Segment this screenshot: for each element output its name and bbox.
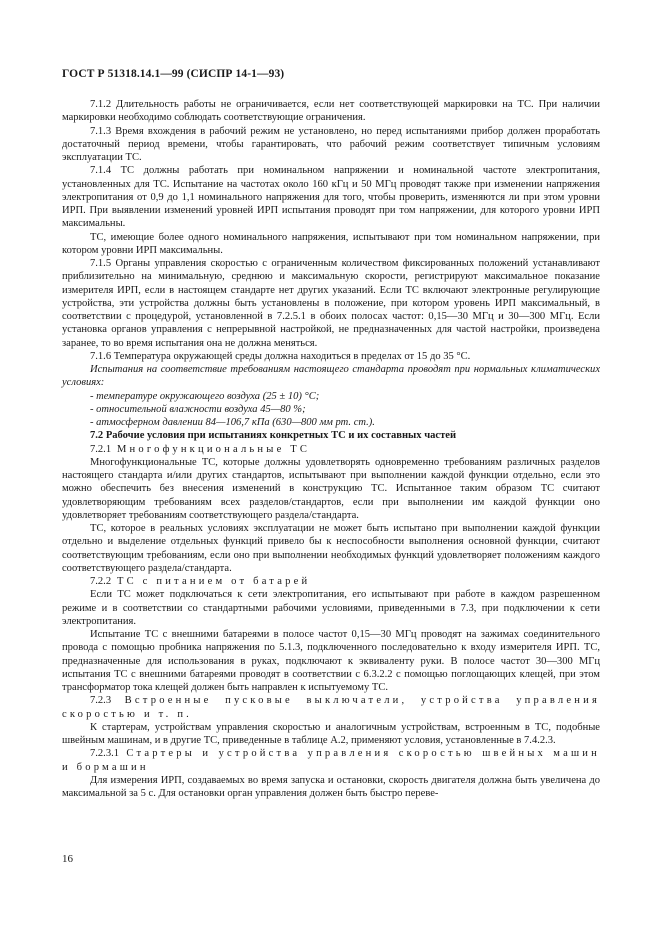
condition-temperature: - температуре окружающего воздуха (25 ± 10) °С;: [90, 390, 320, 402]
section-7-2-1-number: 7.2.1: [90, 443, 112, 455]
page-header-standard-code: ГОСТ Р 51318.14.1—99 (СИСПР 14-1—93): [62, 68, 285, 80]
section-7-2-3-1-number: 7.2.3.1: [90, 748, 120, 760]
section-7-2-3-1-title: Стартеры и устройства управления скоростью швейных машин и бормашин: [62, 748, 600, 773]
paragraph-7-1-2: 7.1.2 Длительность работы не ограничивается, если нет соответствующей маркировки на ТС. При наличии маркировки необходимо соблюдать соответствующие ограничения.: [62, 99, 600, 124]
conditions-intro: Испытания на соответствие требованиям настоящего стандарта проводят при нормальных климатических условиях:: [62, 364, 600, 389]
paragraph-7-1-4-cont: ТС, имеющие более одного номинального напряжения, испытывают при том номинальном напряжении, при котором уровни ИРП максимальны.: [62, 231, 600, 256]
section-7-2-2-heading: [62, 575, 600, 588]
paragraph-7-2-1-a: Многофункциональные ТС, которые должны удовлетворять одновременно требованиям различных разделов настоящего стандарта и/или других стандартов, испытывают при выполнении каждой функции отдельно, если это можно обеспечить без внесения изменений в конструкцию ТС. Испытанное таким образом ТС считают удовлетворяющим требованиям всех разделов/стандартов, если при выполнении им каждой функции оно удовлетворяет требованиям соответствующего раздела/стандарта.: [62, 456, 600, 521]
paragraph-7-2-3-1: Для измерения ИРП, создаваемых во время запуска и остановки, скорость двигателя должна быть увеличена до максимальной за 5 с. Для остановки орган управления должен быть быстро переве-: [62, 774, 600, 799]
section-7-2-2-title: ТС с питанием от батарей: [116, 576, 311, 587]
paragraph-7-2-2-a: Если ТС может подключаться к сети электропитания, его испытывают при работе в каждом разрешенном режиме и в соответствии со стандартными рабочими условиями, приведенными в 7.3, при подключении к сети электропитания.: [62, 589, 600, 627]
paragraph-7-1-6: 7.1.6 Температура окружающей среды должна находиться в пределах от 15 до 35 °С.: [90, 350, 471, 362]
paragraph-7-2-1-b: ТС, которое в реальных условиях эксплуатации не может быть испытано при выполнении каждой функции отдельно и выделение отдельных функций привело бы к неспособности выполнения основной функции, считают соответствующим требованиям, если оно при выполнении необходимых функций удовлетворяет положениям каждого соответствующего раздела/стандарта.: [62, 523, 600, 574]
section-7-2-2-number: 7.2.2: [90, 576, 112, 587]
paragraph-7-2-2-b: Испытание ТС с внешними батареями в полосе частот 0,15—30 МГц проводят на зажимах соединительного провода с помощью пробника напряжения по 5.1.3, подключенного последовательно к входу измерителя ИРП. ТС, предназначенные для использования в руках, подключают к эквиваленту руки. В полосе частот 30—300 МГц испытания ТС с внешними батареями проводят в соответствии с 6.3.2.2 с помощью поглощающих клещей, при этом трансформатор тока клещей должен быть направлен к испытуемому ТС.: [62, 629, 600, 693]
section-7-2-1-title: Многофункциональные ТС: [116, 443, 311, 455]
condition-pressure: - атмосферном давлении 84—106,7 кПа (630—800 мм рт. ст.).: [90, 417, 375, 428]
section-7-2-3-1-heading: [62, 747, 600, 774]
page-number: 16: [62, 853, 73, 865]
condition-humidity: - относительной влажности воздуха 45—80 %;: [90, 403, 306, 415]
paragraph-7-1-5: 7.1.5 Органы управления скоростью с ограниченным количеством фиксированных положений устанавливают приблизительно на минимальную, среднюю и максимальную скорости, регистрируют максимальное показание измерителя ИРП, если в настоящем стандарте нет других указаний. Если ТС включают электронные регулирующие устройства, эти устройства должны быть установлены в положение, при котором уровень ИРП максимальный, в соответствии с процедурой, установленной в 7.2.5.1 в обоих полосах частот: 0,15—30 МГц и 30—300 МГц. Если установка органов управления с непрерывной настройкой, не предназначенных для частой настройки, произведена заранее, то во время испытания она не должна меняться.: [62, 258, 600, 349]
section-7-2-3-number: 7.2.3: [90, 695, 112, 707]
section-7-2-1-heading: [62, 443, 600, 456]
paragraph-7-1-4: 7.1.4 ТС должны работать при номинальном напряжении и номинальной частоте электропитания, установленных для ТС. Испытание на частотах около 160 кГц и 50 МГц проводят также при изменении напряжения электропитания от 0,9 до 1,1 номинального напряжения для того, чтобы проверить, изменяются ли при этом уровни ИРП. При выявлении изменений уровней ИРП испытания проводят при том напряжении, для которого уровни ИРП максимальны.: [62, 165, 600, 230]
section-7-2-3-title: Встроенные пусковые выключатели, устройства управления скоростью и т. п.: [62, 695, 600, 720]
paragraph-7-2-3: К стартерам, устройствам управления скоростью и аналогичным устройствам, встроенным в ТС, подобные швейным машинам, и в другие ТС, приведенные в таблице А.2, применяют условия, установленные в 7.4.2.3.: [62, 721, 600, 746]
section-7-2-3-heading: [62, 694, 600, 721]
section-7-2-heading: 7.2 Рабочие условия при испытаниях конкретных ТС и их составных частей: [90, 430, 457, 442]
document-body: [62, 98, 600, 800]
paragraph-7-1-3: 7.1.3 Время вхождения в рабочий режим не установлено, но перед испытаниями прибор должен проработать достаточный период времени, чтобы гарантировать, что рабочий режим соответствует типичным условиям эксплуатации ТС.: [62, 125, 600, 163]
